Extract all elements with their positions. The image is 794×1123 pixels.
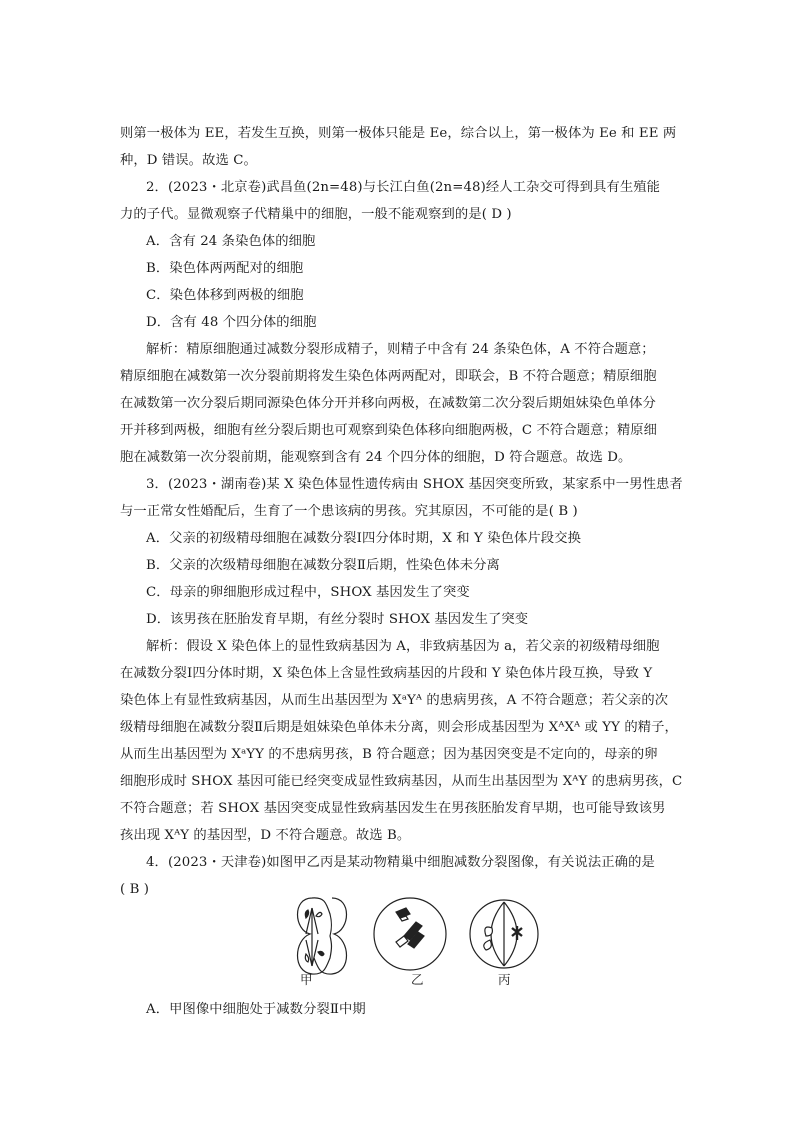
option-b: B．父亲的次级精母细胞在减数分裂Ⅱ后期，性染色体未分离 — [146, 558, 500, 573]
option-d: D．该男孩在胚胎发育早期，有丝分裂时 SHOX 基因发生了突变 — [146, 612, 529, 627]
explanation-line: 不符合题意；若 SHOX 基因突变成显性致病基因发生在男孩胚胎发育早期，也可能导致该男 — [120, 801, 666, 816]
explanation-line: 细胞形成时 SHOX 基因可能已经突变成显性致病基因，从而生出基因型为 XᴬY 的患病男孩，C — [120, 774, 683, 789]
cell-jia — [298, 898, 347, 974]
question-4-stem: 4．(2023・天津卷)如图甲乙丙是某动物精巢中细胞减数分裂图像，有关说法正确的是 — [146, 855, 655, 870]
explanation-line: 级精母细胞在减数分裂Ⅱ后期是姐妹染色单体未分离，则会形成基因型为 XᴬXᴬ 或 YY 的精子， — [120, 720, 678, 735]
figure-label-jia: 甲 — [300, 972, 313, 987]
question-2-stem: 力的子代。显微观察子代精巢中的细胞，一般不能观察到的是( D ) — [120, 207, 512, 222]
option-a: A．父亲的初级精母细胞在减数分裂Ⅰ四分体时期，X 和 Y 染色体片段交换 — [146, 531, 581, 546]
text-line: 则第一极体为 EE，若发生互换，则第一极体只能是 Ee，综合以上，第一极体为 Ee 和 EE 两 — [120, 126, 677, 141]
text-line: 种，D 错误。故选 C。 — [120, 153, 257, 168]
explanation-line: 胞在减数第一次分裂前期，能观察到含有 24 个四分体的细胞，D 符合题意。故选 D。 — [120, 450, 632, 465]
question-4-stem: ( B ) — [120, 882, 150, 897]
cell-bing — [470, 900, 538, 968]
option-b: B．染色体两两配对的细胞 — [146, 261, 304, 276]
explanation-line: 在减数第一次分裂后期同源染色体分开并移向两极，在减数第二次分裂后期姐妹染色单体分 — [120, 396, 656, 411]
explanation-line: 解析：精原细胞通过减数分裂形成精子，则精子中含有 24 条染色体，A 不符合题意； — [146, 342, 655, 357]
figure-label-bing: 丙 — [498, 972, 511, 987]
figure-label-yi: 乙 — [411, 972, 424, 987]
option-a: A．甲图像中细胞处于减数分裂Ⅱ中期 — [146, 1002, 366, 1017]
explanation-line: 解析：假设 X 染色体上的显性致病基因为 A，非致病基因为 a，若父亲的初级精母细胞 — [146, 639, 660, 654]
explanation-line: 精原细胞在减数第一次分裂前期将发生染色体两两配对，即联会，B 不符合题意；精原细胞 — [120, 369, 657, 384]
explanation-line: 孩出现 XᴬY 的基因型，D 不符合题意。故选 B。 — [120, 828, 411, 843]
explanation-line: 从而生出基因型为 XᵃYY 的不患病男孩，B 符合题意；因为基因突变是不定向的，母亲的卵 — [120, 747, 658, 762]
option-c: C．母亲的卵细胞形成过程中，SHOX 基因发生了突变 — [146, 585, 470, 600]
question-3-stem: 与一正常女性婚配后，生育了一个患该病的男孩。究其原因，不可能的是( B ) — [120, 504, 578, 519]
option-d: D．含有 48 个四分体的细胞 — [146, 315, 317, 330]
option-a: A．含有 24 条染色体的细胞 — [146, 234, 316, 249]
question-2-stem: 2．(2023・北京卷)武昌鱼(2n=48)与长江白鱼(2n=48)经人工杂交可得到具有生殖能 — [146, 180, 661, 195]
explanation-line: 在减数分裂Ⅰ四分体时期，X 染色体上含显性致病基因的片段和 Y 染色体片段互换，导致 Y — [120, 666, 653, 681]
explanation-line: 开并移到两极，细胞有丝分裂后期也可观察到染色体移向细胞两极，C 不符合题意；精原细 — [120, 423, 658, 438]
explanation-line: 染色体上有显性致病基因，从而生出基因型为 XᵃYᴬ 的患病男孩，A 不符合题意；若父亲的次 — [120, 693, 669, 708]
cell-yi — [374, 898, 446, 970]
option-c: C．染色体移到两极的细胞 — [146, 288, 304, 303]
question-3-stem: 3．(2023・湖南卷)某 X 染色体显性遗传病由 SHOX 基因突变所致，某家系中一男性患者 — [146, 477, 683, 492]
